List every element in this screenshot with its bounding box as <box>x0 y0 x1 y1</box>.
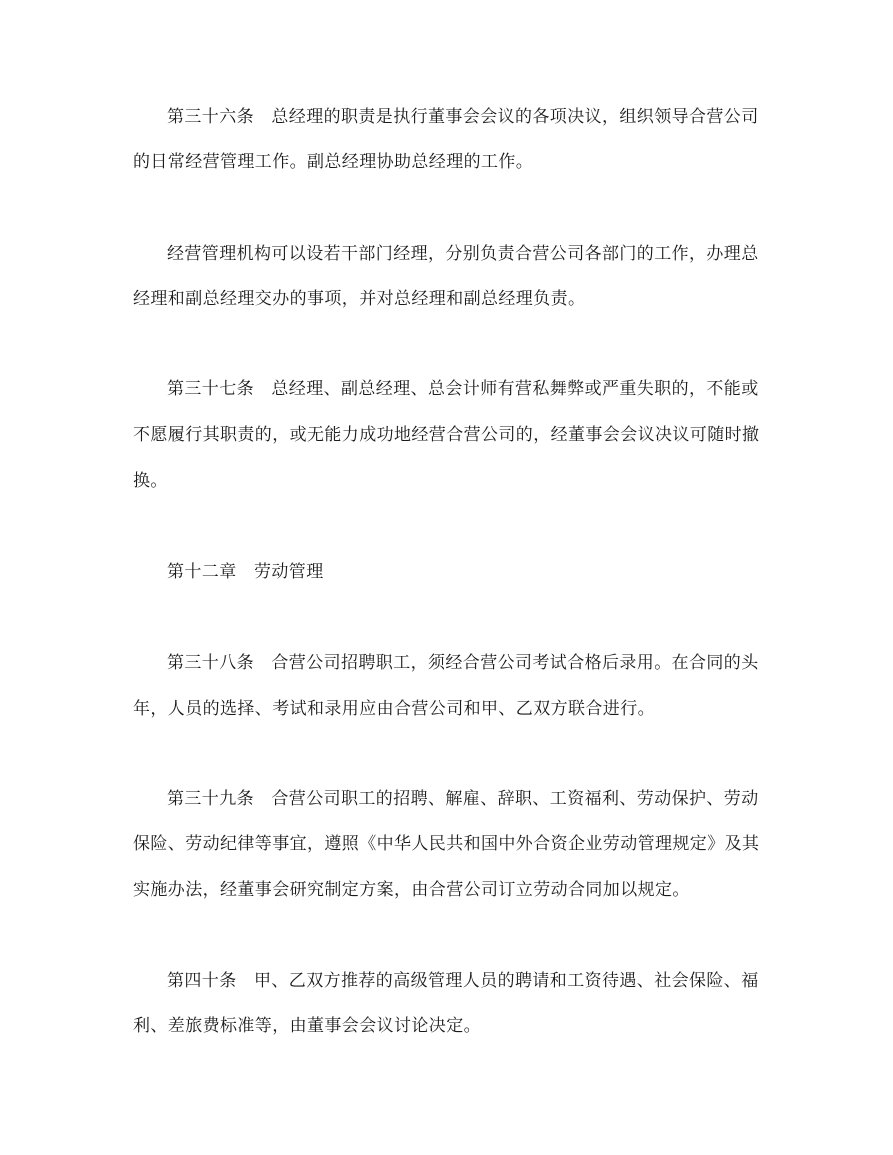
article-39-line-2: 保险、劳动纪律等事宜，遵照《中华人民共和国中外合资企业劳动管理规定》及其 <box>133 834 760 854</box>
article-37-line-2: 不愿履行其职责的，或无能力成功地经营合营公司的，经董事会会议决议可随时撤 <box>133 425 760 445</box>
article-38-line-2: 年，人员的选择、考试和录用应由合营公司和甲、乙双方联合进行。 <box>133 699 655 719</box>
management-paragraph-line-1: 经营管理机构可以设若干部门经理，分别负责合营公司各部门的工作，办理总 <box>167 244 759 264</box>
article-37-line-3: 换。 <box>133 471 168 491</box>
chapter-12-heading: 第十二章 劳动管理 <box>167 562 324 582</box>
management-paragraph-line-2: 经理和副总经理交办的事项，并对总经理和副总经理负责。 <box>133 289 586 309</box>
article-39-line-1: 第三十九条 合营公司职工的招聘、解雇、辞职、工资福利、劳动保护、劳动 <box>167 789 759 809</box>
article-39-line-3: 实施办法，经董事会研究制定方案，由合营公司订立劳动合同加以规定。 <box>133 880 690 900</box>
article-40-line-2: 利、差旅费标准等，由董事会会议讨论决定。 <box>133 1016 481 1036</box>
article-36-line-1: 第三十六条 总经理的职责是执行董事会会议的各项决议，组织领导合营公司 <box>167 107 759 127</box>
article-38-line-1: 第三十八条 合营公司招聘职工，须经合营公司考试合格后录用。在合同的头 <box>167 653 759 673</box>
article-36-line-2: 的日常经营管理工作。副总经理协助总经理的工作。 <box>133 152 534 172</box>
article-40-line-1: 第四十条 甲、乙双方推荐的高级管理人员的聘请和工资待遇、社会保险、福 <box>167 971 759 991</box>
article-37-line-1: 第三十七条 总经理、副总经理、总会计师有营私舞弊或严重失职的，不能或 <box>167 379 759 399</box>
